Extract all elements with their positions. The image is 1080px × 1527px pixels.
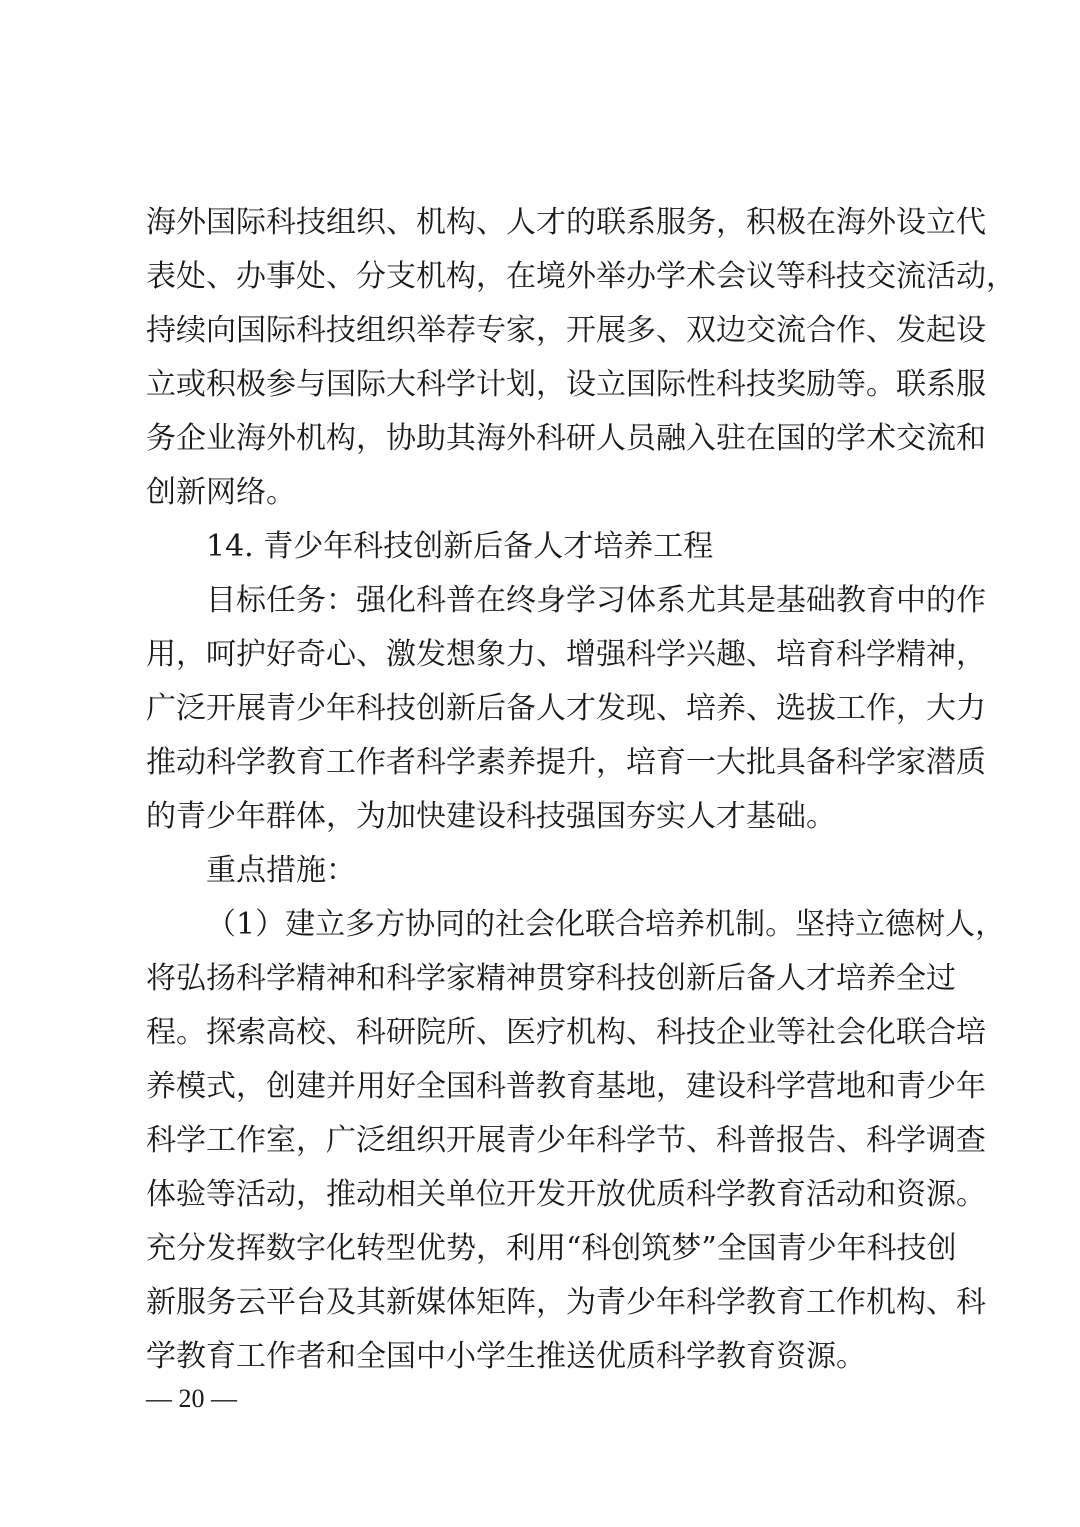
document-body [146, 196, 1016, 1384]
section-heading: 14. 青少年科技创新后备人才培养工程 [206, 529, 714, 564]
text-line: 立或积极参与国际大科学计划，设立国际性科技奖励等。联系服 [146, 367, 986, 402]
page-number: — 20 — [146, 1384, 237, 1413]
text-line: 广泛开展青少年科技创新后备人才发现、培养、选拔工作，大力 [146, 691, 986, 726]
text-line: 程。探索高校、科研院所、医疗机构、科技企业等社会化联合培 [146, 1015, 986, 1050]
text-line: 充分发挥数字化转型优势，利用“科创筑梦”全国青少年科技创 [146, 1231, 957, 1266]
text-line: 体验等活动，推动相关单位开发开放优质科学教育活动和资源。 [146, 1177, 986, 1212]
measures-label: 重点措施： [206, 853, 356, 888]
text-line: 学教育工作者和全国中小学生推送优质科学教育资源。 [146, 1339, 866, 1374]
text-line: 科学工作室，广泛组织开展青少年科学节、科普报告、科学调查 [146, 1123, 986, 1158]
text-line: 养模式，创建并用好全国科普教育基地，建设科学营地和青少年 [146, 1069, 986, 1104]
text-line: 推动科学教育工作者科学素养提升，培育一大批具备科学家潜质 [146, 745, 986, 780]
text-line: 务企业海外机构，协助其海外科研人员融入驻在国的学术交流和 [146, 421, 986, 456]
text-line: （1）建立多方协同的社会化联合培养机制。坚持立德树人， [206, 907, 1006, 942]
text-line: 新服务云平台及其新媒体矩阵，为青少年科学教育工作机构、科 [146, 1285, 986, 1320]
text-line: 将弘扬科学精神和科学家精神贯穿科技创新后备人才培养全过 [146, 961, 956, 996]
text-line: 目标任务：强化科普在终身学习体系尤其是基础教育中的作 [206, 583, 986, 618]
text-line: 的青少年群体，为加快建设科技强国夯实人才基础。 [146, 799, 836, 834]
paragraph-continuation [146, 196, 1016, 520]
goal-paragraph [146, 574, 986, 844]
text-line: 用，呵护好奇心、激发想象力、增强科学兴趣、培育科学精神， [146, 637, 986, 672]
text-line: 海外国际科技组织、机构、人才的联系服务，积极在海外设立代 [146, 205, 986, 240]
text-line: 创新网络。 [146, 475, 296, 510]
text-line: 持续向国际科技组织举荐专家，开展多、双边交流合作、发起设 [146, 313, 986, 348]
measure-1-paragraph [146, 898, 1006, 1384]
text-line: 表处、办事处、分支机构，在境外举办学术会议等科技交流活动， [146, 259, 1016, 294]
